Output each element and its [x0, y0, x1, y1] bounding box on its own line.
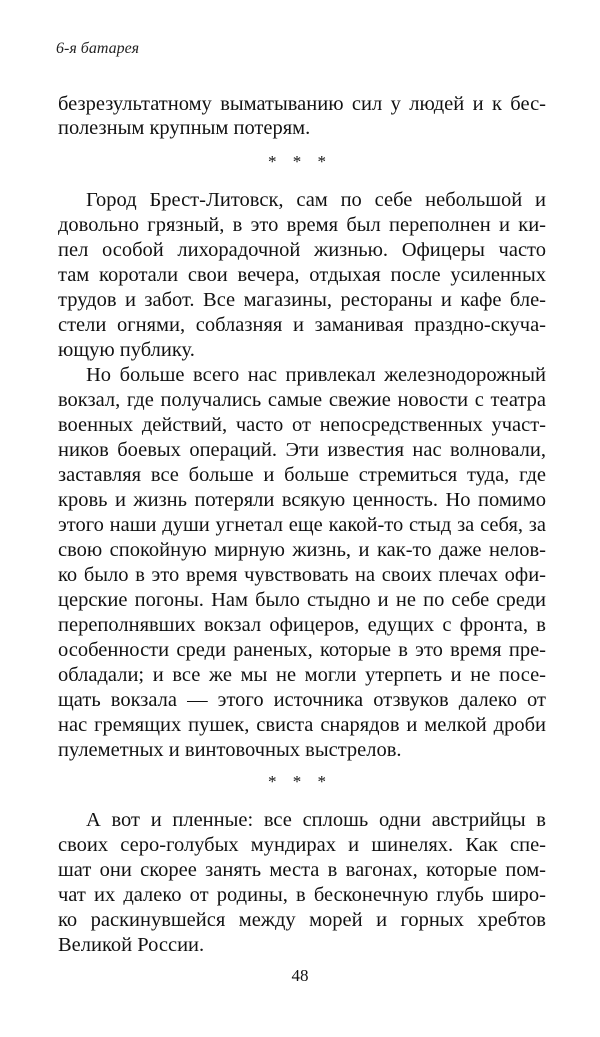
text-line: обладали; и все же мы не могли утерпеть и не посе-	[58, 664, 546, 686]
running-header: 6-я батарея	[56, 40, 140, 57]
text-line: Великой России.	[58, 934, 205, 956]
text-line: пел особой лихорадочной жизнью. Офицеры часто	[58, 239, 546, 261]
text-line: этого наши души угнетал еще какой-то стыд за себя, за	[58, 514, 546, 536]
text-line: Город Брест-Литовск, сам по себе небольшой и	[86, 189, 546, 211]
text-line: довольно грязный, в это время был переполнен и ки-	[58, 214, 546, 236]
text-line: ющую публику.	[58, 339, 195, 361]
text-line: трудов и забот. Все магазины, рестораны и кафе бле-	[58, 289, 546, 311]
text-line: Но больше всего нас привлекал железнодорожный	[86, 364, 546, 386]
text-line: А вот и пленные: все сплошь одни австрийцы в	[86, 809, 546, 831]
text-line: ко было в это время чувствовать на своих плечах офи-	[58, 564, 546, 586]
text-line: полезным крупным потерям.	[58, 117, 311, 139]
text-line: церские погоны. Нам было стыдно и не по себе среди	[58, 589, 546, 611]
section-separator: * * *	[268, 772, 332, 791]
text-line: вокзал, где получались самые свежие новости с театра	[58, 389, 546, 411]
text-line: своих серо-голубых мундирах и шинелях. Как спе-	[58, 834, 546, 856]
text-line: шат они скорее занять места в вагонах, которые пом-	[58, 859, 546, 881]
text-line: переполнявших вокзал офицеров, едущих с фронта, в	[58, 614, 546, 636]
text-line: щать вокзала — этого источника отзвуков далеко от	[58, 689, 546, 711]
text-line: заставляя все больше и больше стремиться туда, где	[58, 464, 546, 486]
text-line: пулеметных и винтовочных выстрелов.	[58, 739, 402, 761]
text-line: ников боевых операций. Эти известия нас волновали,	[58, 439, 546, 461]
text-line: безрезультатному выматыванию сил у людей и к бес-	[58, 93, 546, 115]
text-line: ко раскинувшейся между морей и горных хребтов	[58, 909, 546, 931]
text-line: там коротали свои вечера, отдыхая после усиленных	[58, 264, 546, 286]
section-separator: * * *	[268, 152, 332, 171]
text-line: стели огнями, соблазняя и заманивая праздно-скуча-	[58, 314, 546, 336]
text-line: свою спокойную мирную жизнь, и как-то даже нелов-	[58, 539, 546, 561]
text-line: военных действий, часто от непосредственных участ-	[58, 414, 546, 436]
text-line: особенности среди раненых, которые в это время пре-	[58, 639, 546, 661]
page-number: 48	[291, 966, 309, 985]
text-line: нас гремящих пушек, свиста снарядов и мелкой дроби	[58, 714, 546, 736]
text-line: чат их далеко от родины, в бесконечную глубь широ-	[58, 884, 546, 906]
text-line: кровь и жизнь потеряли всякую ценность. Но помимо	[58, 489, 546, 511]
